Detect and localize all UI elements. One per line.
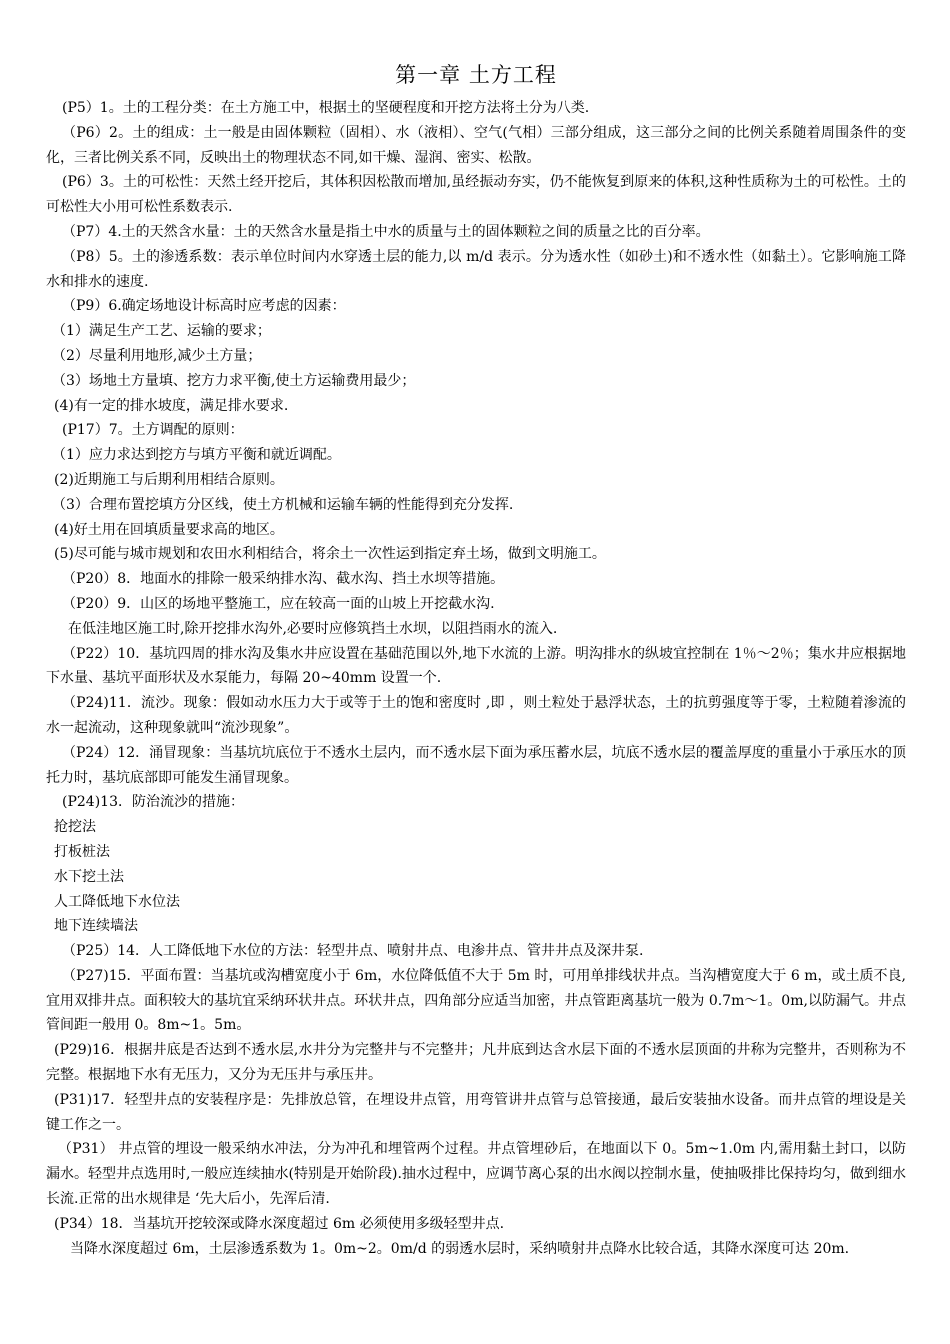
paragraph: (P5）1。土的工程分类：在土方施工中，根据土的坚硬程度和开挖方法将土分为八类. [62,100,590,116]
paragraph: （1）应力求达到挖方与填方平衡和就近调配。 [52,447,341,464]
paragraph: （P25）14．人工降低地下水位的方法：轻型井点、喷射井点、电渗井点、管井井点及深井泵. [62,943,644,960]
paragraph: （P7）4.土的天然含水量：土的天然含水量是指土中水的质量与土的固体颗粒之间的质量之比的百分率。 [62,223,710,240]
paragraph: （P8）5。土的渗透系数：表示单位时间内水穿透土层的能力,以 m/d 表示。分为透水性（如砂土)和不透水性（如黏土）。它影响施工降水和排水的速度. [46,248,906,290]
paragraph: (4)好土用在回填质量要求高的地区。 [54,521,284,538]
paragraph: 地下连续墙法 [54,918,138,935]
paragraph: (P31)17．轻型井点的安装程序是：先排放总管，在埋设井点管，用弯管讲井点管与总管接通，最后安装抽水设备。而井点管的埋设是关键工作之一。 [46,1091,906,1133]
paragraph: （P9）6.确定场地设计标高时应考虑的因素： [62,298,346,315]
paragraph: (P6）3。土的可松性：天然土经开挖后，其体积因松散而增加,虽经振动夯实，仍不能恢复到原来的体积,这种性质称为土的可松性。土的可松性大小用可松性系数表示. [46,174,906,216]
paragraph: 抢挖法 [54,819,96,836]
paragraph: （3）场地土方量填、挖方力求平衡,使土方运输费用最少； [52,372,416,389]
paragraph: （3）合理布置挖填方分区线，使土方机械和运输车辆的性能得到充分发挥. [52,496,514,513]
paragraph: （P24）12．涌冒现象：当基坑坑底位于不透水土层内，而不透水层下面为承压蓄水层，坑底不透水层的覆盖厚度的重量小于承压水的顶托力时，基坑底部即可能发生涌冒现象。 [46,744,906,786]
paragraph: (5)尽可能与城市规划和农田水利相结合，将余土一次性运到指定弃土场，做到文明施工。 [54,546,606,563]
document-body [46,96,906,1261]
paragraph: 在低洼地区施工时,除开挖排水沟外,必要时应修筑挡土水坝，以阻挡雨水的流入. [68,620,558,637]
paragraph: （P22）10．基坑四周的排水沟及集水井应设置在基础范围以外,地下水流的上游。明沟排水的纵坡宜控制在 1％～2％；集水井应根据地下水量、基坑平面形状及水泵能力，每隔 20~40mm 设置一个. [46,645,906,687]
paragraph: （P31） 井点管的埋设一般采纳水冲法，分为冲孔和埋管两个过程。井点管埋砂后，在地面以下 0。5m~1.0m 内,需用黏土封口，以防漏水。轻型井点选用时,一般应连续抽水(特别是开始阶段).抽水过程中，应调节离心泵的出水阀以控制水量，使抽吸排比保持均匀，做到细水长流.正常的出水规律是 ‘先大后小，先浑后清. [46,1141,906,1208]
paragraph: （2）尽量利用地形,减少土方量； [52,347,262,364]
paragraph: (P29)16．根据井底是否达到不透水层,水井分为完整井与不完整井；凡井底到达含水层下面的不透水层顶面的井称为完整井，否则称为不完整。根据地下水有无压力，又分为无压井与承压井。 [46,1042,906,1084]
paragraph: 水下挖土法 [54,868,124,885]
paragraph: （P24)11．流沙。现象：假如动水压力大于或等于土的饱和密度时 ,即 ，则土粒处于悬浮状态，土的抗剪强度等于零，土粒随着渗流的水一起流动，这种现象就叫“流沙现象”。 [46,695,906,736]
paragraph: （P20）8．地面水的排除一般采纳排水沟、截水沟、挡土水坝等措施。 [62,571,505,588]
paragraph: （P6）2。土的组成：土一般是由固体颗粒（固相）、水（液相）、空气(气相）三部分组成，这三部分之间的比例关系随着周围条件的变化，三者比例关系不同，反映出土的物理状态不同,如干燥、湿润、密实、松散。 [46,124,906,166]
chapter-title: 第一章 土方工程 [395,63,557,87]
paragraph: (P17）7。土方调配的原则： [62,422,244,439]
paragraph: (P34）18．当基坑开挖较深或降水深度超过 6m 必须使用多级轻型井点. [54,1215,505,1232]
paragraph: （P20）9．山区的场地平整施工，应在较高一面的山坡上开挖截水沟. [62,595,495,612]
paragraph: 人工降低地下水位法 [54,893,180,910]
paragraph: (P24)13．防治流沙的措施： [62,794,244,811]
paragraph: 打板桩法 [54,843,110,860]
paragraph: 当降水深度超过 6m，土层渗透系数为 1。0m~2。0m/d 的弱透水层时，采纳喷射井点降水比较合适，其降水深度可达 20m. [70,1240,850,1257]
paragraph: (2)近期施工与后期利用相结合原则。 [54,471,284,488]
paragraph: （1）满足生产工艺、运输的要求； [52,323,271,340]
paragraph: （P27)15．平面布置：当基坑或沟槽宽度小于 6m，水位降低值不大于 5m 时，可用单排线状井点。当沟槽宽度大于 6 m，或土质不良,宜用双排井点。面积较大的基坑宜采纳环状井点。环状井点，四角部分应适当加密，井点管距离基坑一般为 0.7m～1。0m,以防漏气。井点管间距一般用 0。8m~1。5m。 [46,967,906,1034]
paragraph: (4)有一定的排水坡度，满足排水要求. [54,397,289,414]
